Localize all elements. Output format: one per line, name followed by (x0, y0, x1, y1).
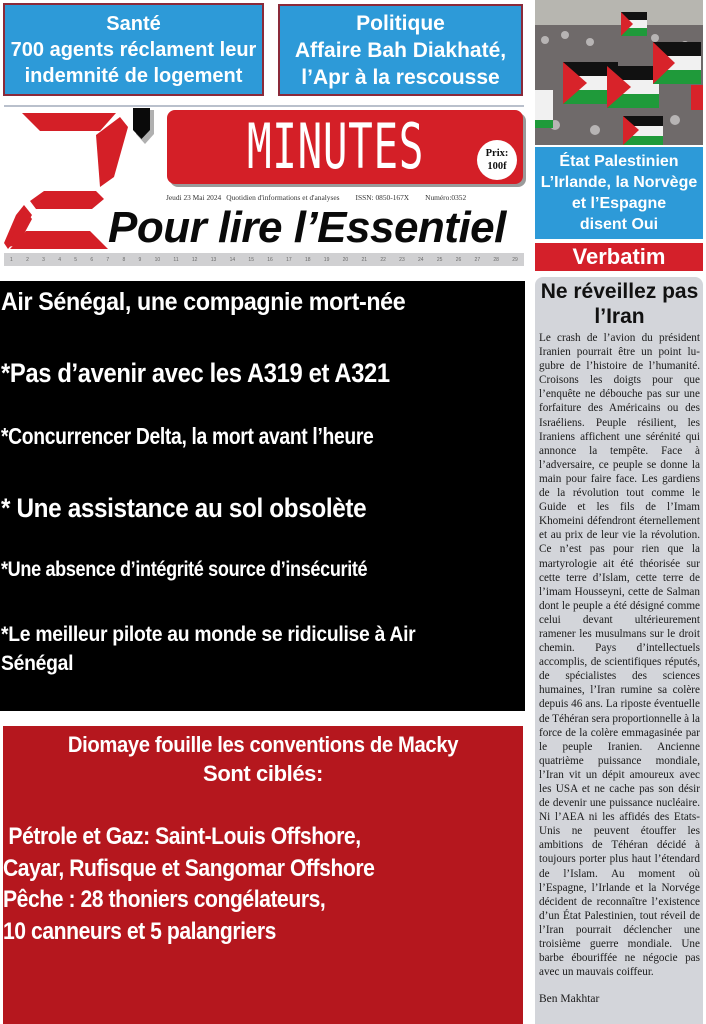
lead-bullet: * Une assistance au sol obsolète (1, 493, 367, 523)
verbatim-section-label: Verbatim (535, 243, 703, 271)
ruler-mark: 11 (173, 256, 179, 263)
flags-crowd-image (535, 0, 703, 145)
story-line: Pétrole et Gaz: Saint-Louis Offshore, (3, 823, 361, 850)
issue-number: Numéro:0352 (425, 193, 467, 202)
ruler-mark: 7 (106, 256, 110, 263)
ruler-mark: 23 (399, 256, 405, 263)
story-diomaye-conventions[interactable] (3, 726, 523, 1024)
teaser-palestine[interactable] (535, 147, 703, 239)
story-subheadline: Sont ciblés: (203, 761, 323, 786)
verbatim-article (535, 277, 703, 1024)
ruler-mark: 3 (42, 256, 45, 263)
ruler-mark: 6 (90, 256, 94, 263)
story-line: Pêche : 28 thoniers congélateurs, (3, 886, 326, 913)
lead-story-air-senegal[interactable] (0, 281, 525, 711)
article-title (539, 279, 700, 329)
teaser-headline-line: 700 agents réclament leur (10, 38, 257, 61)
ruler-mark: 17 (286, 256, 292, 263)
article-title-line: l’Iran (594, 305, 645, 328)
story-line: Cayar, Rufisque et Sangomar Offshore (3, 854, 375, 882)
ruler-mark: 21 (361, 256, 368, 263)
teaser-headline-line: Affaire Bah Diakhaté, (294, 38, 507, 62)
logo-wordmark: MINUTES (247, 110, 425, 183)
ruler-mark: 1 (10, 256, 13, 263)
ruler-mark: 16 (267, 256, 273, 263)
ruler-mark: 29 (512, 256, 518, 263)
ruler-mark: 15 (248, 256, 254, 263)
teaser-politique[interactable] (278, 4, 523, 96)
price-value: 100f (487, 161, 507, 172)
teaser-headline-line: indemnité de logement (24, 64, 243, 87)
lead-bullet: *Concurrencer Delta, la mort avant l’heure (1, 423, 374, 449)
ruler-mark: 20 (342, 256, 349, 263)
lead-bullet: *Pas d’avenir avec les A319 et A321 (1, 358, 390, 388)
issue-tagline: Quotidien d'informations et d'analyses (226, 193, 340, 202)
ruler-mark: 25 (436, 256, 443, 263)
ruler-mark: 18 (304, 256, 311, 263)
minutes-banner (167, 110, 523, 184)
story-line: 10 canneurs et 5 palangriers (3, 917, 276, 945)
ruler-mark: 27 (474, 256, 481, 263)
masthead-ruler-strip (4, 253, 524, 266)
ruler-mark: 22 (380, 256, 386, 263)
teaser-headline-line: L’Irlande, la Norvège (540, 174, 698, 191)
ruler-mark: 13 (210, 256, 217, 263)
ruler-mark: 12 (191, 256, 198, 263)
teaser-kicker: État Palestinien (559, 153, 679, 170)
masthead-slogan: Pour lire l’Essentiel (108, 203, 506, 252)
article-body: Le crash de l’avion du président Iranien pourrait être un point lugubre de l’histoire de l’humanité. Croisons les doigts pour que l’enquête ne débouche pas sur une forfaiture des Américains ou des Israéliens. Peuple résilient, les Iraniens affichent une sérénité qui annonce la tempête. Face à l’adversaire, ce peuple se donne la main pour faire face. Les gardiens de la révolution tout comme le Guide et les fils de l’Imam Khomeini défendront éternellement et au prix de leur vie la révolution. Ce n’est pas pour rien que la martyrologie ait été théorisée sur cette terre d’Islam, cette terre de l’imam Housseyni, cette de Salman dont le peuple a été désigné comme celui devant ultérieurement ramener les musulmans sur le droit chemin. Pays d’intellectuels accomplis, de scientifiques réputés, de spécialistes des sciences humaines, l’Iran rumine sa colère depuis 46 ans. La riposte éventuelle de Téhéran sera proportionnelle à la force de la colère emmagasinée par le peuple Iranien. Ancienne quatrième puissance mondiale, l’Iran vit un dépit amoureux avec les USA et ne cache pas son désir de devenir une puissance nucléaire. Ni l’AEA ni les affidés des Etats-Unis ne peuvent étouffer les ambitions de Téhéran décidé à toujours porter plus haut l’étendard de l’Islam. Au moment où l’Espagne, l’Irlande et la Norvége décident de reconnaître l’existence d’un État Palestinien, tout réveil de l’Iran pourrait déclencher une troisième guerre mondiale. Une barbe ébouriffée ne négocie pas avec un mauvais coiffeur. (539, 332, 701, 979)
issue-issn: ISSN: 0850-167X (355, 193, 410, 202)
article-author: Ben Makhtar (539, 993, 600, 1006)
logo-apostrophe-icon (128, 108, 158, 148)
ruler-mark: 10 (154, 256, 161, 263)
price-badge (477, 140, 517, 180)
price-label: Prix: (485, 148, 509, 159)
ruler-mark: 4 (58, 256, 61, 263)
teaser-kicker: Santé (106, 12, 161, 35)
teaser-headline-line: disent Oui (579, 216, 659, 233)
ruler-mark: 2 (26, 256, 29, 263)
teaser-headline-line: l’Apr à la rescousse (301, 65, 500, 89)
ruler-mark: 28 (493, 256, 499, 263)
ruler-mark: 8 (122, 256, 126, 263)
ruler-mark: 9 (138, 256, 142, 263)
ruler-mark: 26 (455, 256, 462, 263)
teaser-sante[interactable] (3, 3, 264, 96)
teaser-kicker: Politique (356, 11, 445, 35)
ruler-mark: 5 (74, 256, 78, 263)
story-headline: Diomaye fouille les conventions de Macky (67, 732, 459, 757)
article-title-line: Ne réveillez pas (540, 280, 699, 303)
issue-date: Jeudi 23 Mai 2024 (166, 193, 222, 202)
ruler-mark: 19 (323, 256, 330, 263)
lead-bullet: *Le meilleur pilote au monde se ridiculise à Air Sénégal (1, 623, 416, 675)
teaser-headline-line: et l’Espagne (571, 195, 667, 212)
ruler-mark: 14 (229, 256, 236, 263)
ruler-mark: 24 (418, 256, 424, 263)
lead-headline: Air Sénégal, une compagnie mort-née (1, 288, 406, 316)
palestinian-flags-photo (535, 0, 703, 145)
lead-bullet: *Une absence d’intégrité source d’insécurité (1, 558, 368, 581)
